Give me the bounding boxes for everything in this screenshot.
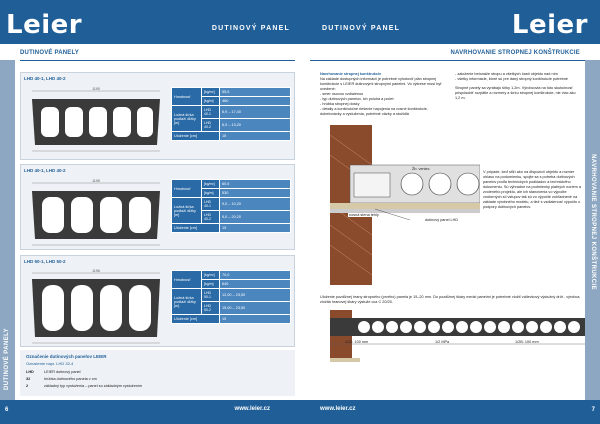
panel-cross-section [24,267,168,347]
spec-unit: [kg/m²] [202,271,220,280]
intro-list [320,92,448,117]
spec-value: 530 [220,189,291,198]
spec-unit: LHD 40-1 [202,198,220,211]
legend-text: hrúbka dutinového panela v cm [44,377,97,381]
support-detail-diagram [320,125,480,285]
footer-bar [0,400,300,424]
spec-unit: LHD 40-2 [202,211,220,224]
spec-value: 15 [220,315,291,324]
list-item: - detaily a konštrukčné riešenie napojenia na nosné konštrukcie, dobetonávky a vystuženia, potrebné väzby a stužidlá [320,107,448,117]
spec-label: Hmotnosť [172,88,202,106]
legend-title: Označenie dutinových panelov LEIER [26,354,107,359]
spec-label: Uloženie [cm] [172,132,220,141]
spec-value: 15 [220,224,291,233]
spec-unit: [kg/m²] [202,180,220,189]
legend-row [26,377,97,381]
legend-code: LHD [26,370,34,374]
diagram-label: nosná stena tehly [349,213,379,217]
header-bar [0,0,300,44]
spec-unit: [kg/m] [202,97,220,106]
spec-value: 60,5 [220,180,291,189]
spec-label: Ložná šírka podlaží dĺžky [m] [172,106,202,132]
right-paragraph: Stropné panely sa vyrábajú šírky 1,2m. Výrobcovia na túto skutočnosť prispôsobiť rozpätie a rozmery a šírku stropnej konštrukcie, nie viac ako 1,2 m. [455,86,576,100]
header-title: DUTINOVÝ PANEL [322,25,401,32]
list-item: - založenie betonáže stropu a všetkých častí objektu nad ním [455,72,580,77]
diagram-label: dutinový panel LHD [425,218,459,222]
side-note: V prípade, keď stĺží ako na dispozícii objektu a rozmer ohlasu na podomienku, spojte sa s potreba dutinových panelov podľa technických podkladov a technického dokumentu. Sú výhradne na podmienky platných noriem a zvoleného projektu, ale ich stanovenia vo výpočte vnútorných síl vstupov tak sú vo výpočte zohľadnené na základe výrobného modelu, a tiež s vzdialenosť výpočtu o podpory dutinových panelov. [483,170,581,209]
intro-text-block [320,72,448,117]
page-number: 7 [591,407,595,413]
bottom-paragraph: Uloženie pozdĺžnej hrany stropného (prvého) panela je 15–20 mm. Do pozdĺžnej škáry medzi panelmi je potrebné vložiť zálievkový výstužný drôt - výrobca zložitá hranovej škáry výstuže cca C 20/25. [320,295,580,304]
header-bar [300,0,600,44]
section-heading: DUTINOVÉ PANELY [20,50,80,56]
legend-text: LEIER dutinový panel [44,370,81,374]
spec-unit: LHD 40-1 [202,106,220,119]
product-title: LHD 40-1, LHD 40-2 [24,168,66,173]
spec-label: Uloženie [cm] [172,315,220,324]
diagram-label: Žb. veniec [412,167,430,171]
list-item: - hrúbka stropnej dosky [320,102,448,107]
spec-label: Ložná šírka podlaží dĺžky [m] [172,198,202,224]
dimension-label: 1/2 MPa [435,340,450,344]
spec-unit: LHD 40-2 [202,119,220,132]
section-rule [20,60,295,61]
page-number: 6 [5,407,9,413]
legend-code: 32 [26,377,31,381]
spec-value: 460 [220,97,291,106]
list-item: - všetky informácie, ktoré sú pre daný stropný konštrukcie potrebné [455,77,580,82]
dimension-label: 1/2B: 100 mm [515,340,539,344]
spec-value: 15,00 – 23,50 [220,302,291,315]
dimension-label: 1195 [92,179,100,183]
spec-table [171,270,291,324]
leier-logo: Leier [6,10,83,40]
intro-paragraph: Na základe dostupných informácií je potrebné vyhotoviť plán stropnej konštrukcie s LEIER dutinovými stropnými panelmi. Vo výkrese musí byť uvedené: [320,77,442,91]
product-block [20,72,295,160]
dimension-label: 1/12: 100 mm [345,340,369,344]
legend-code: 2 [26,384,29,388]
footer-bar [300,400,600,424]
spec-label: Uloženie [cm] [172,224,220,233]
legend-row [26,384,142,388]
spec-value: 640 [220,280,291,289]
product-block [20,255,295,347]
legend-text: základný typ vystuženia – panel so základným vystužením [44,384,143,388]
side-band-text: DUTINOVÉ PANELY [4,327,10,390]
spec-value: 55,5 [220,88,291,97]
intro-heading: Navrhovanie stropnej konštrukcie [320,72,382,76]
header-title: DUTINOVÝ PANEL [211,25,290,32]
spec-value: 9,0 – 10,20 [220,198,291,211]
product-block [20,164,295,250]
spec-value: 6,9 – 17,40 [220,106,291,119]
right-page [300,0,600,424]
spec-value: 70,0 [220,271,291,280]
spec-value: 6,9 – 13,20 [220,119,291,132]
spec-label: Hmotnosť [172,180,202,198]
product-title: LHD 40-1, LHD 40-2 [24,76,66,81]
spec-unit: [kg/m²] [202,88,220,97]
spec-label: Hmotnosť [172,271,202,289]
right-text-block [455,72,580,101]
legend-row [26,370,81,374]
panel-cross-section [24,177,168,249]
footer-link[interactable]: www.leier.cz [320,406,356,412]
section-heading: NAVRHOVANIE STROPNEJ KONŠTRUKCIE [450,50,580,56]
product-title: LHD 50-1, LHD 50-2 [24,259,66,264]
spec-unit: [kg/m] [202,189,220,198]
dimension-label: 1190 [92,87,100,91]
spec-unit: [kg/m] [202,280,220,289]
spec-value: 9,0 – 20,20 [220,211,291,224]
right-list [455,72,580,82]
panel-cross-section [24,85,168,159]
section-rule [310,60,585,61]
spec-table [171,179,291,233]
designation-legend [20,350,295,396]
spec-value: 12,00 – 23,50 [220,289,291,302]
dimension-label: 1196 [92,269,100,273]
list-item: - typ dutinových panelov, ich poloha a počet [320,97,448,102]
leier-logo: Leier [511,10,588,40]
list-item: - smer osovou vzdialenou [320,92,448,97]
side-band-text: NAVRHOVANIE STROPNEJ KONŠTRUKCIE [590,154,596,290]
spec-value: 15 [220,132,291,141]
spec-unit: LHD 50-2 [202,302,220,315]
spec-unit: LHD 50-1 [202,289,220,302]
footer-link[interactable]: www.leier.cz [234,406,270,412]
spec-table [171,87,291,141]
spec-label: Ložná šírka podlaží dĺžky [m] [172,289,202,315]
legend-example: Označenie napr. LHD 32-4 [26,361,74,366]
